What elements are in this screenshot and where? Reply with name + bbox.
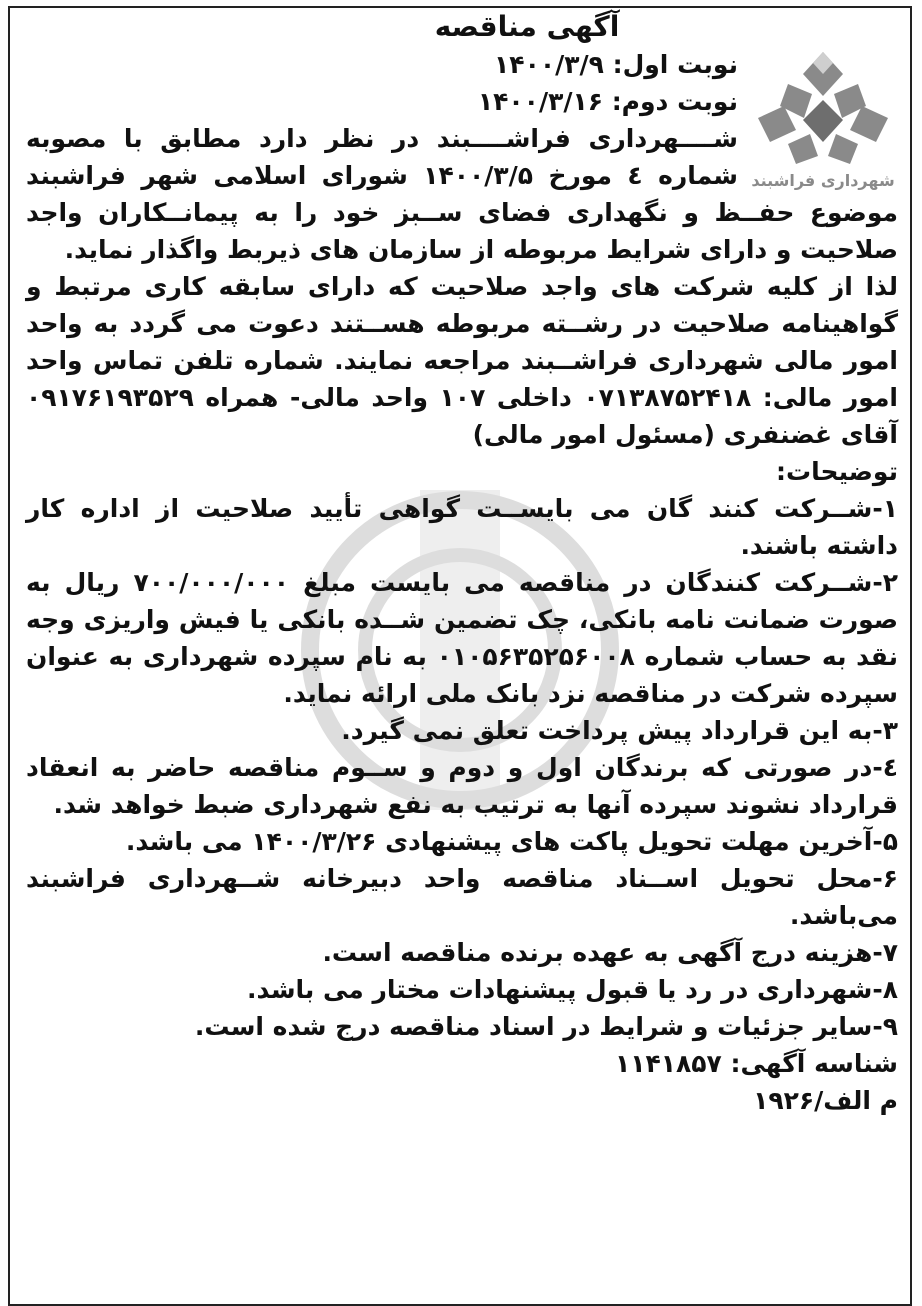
municipality-logo-icon — [748, 46, 898, 196]
logo-caption: شهرداری فراشبند — [751, 171, 895, 190]
note-item: ۹-سایر جزئیات و شرایط در اسناد مناقصه درج شده است. — [194, 1012, 898, 1041]
note-item: ۱-شــرکت کنند گان می بایســت گواهی تأیید صلاحیت از اداره کار داشته باشند. — [26, 494, 898, 560]
page-title: آگهی مناقصه — [434, 10, 620, 43]
footer-reference: م الف/۱۹۲۶ — [753, 1086, 898, 1115]
tender-notice — [26, 8, 898, 1119]
intro-line-2: شماره ٤ مورخ ۱۴۰۰/۳/۵ شورای اسلامی شهر فراشبند — [26, 161, 738, 190]
ad-id: شناسه آگهی: ۱۱۴۱۸۵۷ — [614, 1049, 898, 1078]
note-item: ٤-در صورتی که برندگان اول و دوم و ســوم مناقصه حاضر به انعقاد قرارداد نشوند سپرده آنها به ترتیب به نفع شهرداری ضبط خواهد شد. — [26, 753, 898, 819]
header-block — [26, 46, 898, 194]
note-item: ۶-محل تحویل اســناد مناقصه واحد دبیرخانه شــهرداری فراشبند می‌باشد. — [26, 864, 898, 930]
note-item: ۷-هزینه درج آگهی به عهده برنده مناقصه است. — [322, 938, 898, 967]
intro-paragraph: موضوع حفــظ و نگهداری فضای ســبز خود را به پیمانــکاران واجد صلاحیت و دارای شرایط مربوطه از سازمان های ذیربط واگذار نماید. — [26, 198, 898, 264]
note-item: ۵-آخرین مهلت تحویل پاکت های پیشنهادی ۱۴۰۰/۳/۲۶ می باشد. — [125, 827, 898, 856]
note-item: ۸-شهرداری در رد یا قبول پیشنهادات مختار می باشد. — [247, 975, 898, 1004]
first-round: نوبت اول: ۱۴۰۰/۳/۹ — [494, 50, 738, 79]
invitation-paragraph: لذا از کلیه شرکت های واجد صلاحیت که دارای سابقه کاری مرتبط و گواهینامه صلاحیت در رشــته مربوطه هســتند دعوت می گردد به واحد امور مالی شهرداری فراشــبند مراجعه نمایند. شماره تلفن تماس واحد امور مالی: ۰۷۱۳۸۷۵۲۴۱۸ داخلی ۱۰۷ واحد مالی- همراه ۰۹۱۷۶۱۹۳۵۲۹ آقای غضنفری (مسئول امور مالی) — [26, 272, 898, 449]
note-item: ۳-به این قرارداد پیش پرداخت تعلق نمی گیرد. — [341, 716, 898, 745]
notes-heading: توضیحات: — [776, 457, 898, 486]
second-round: نوبت دوم: ۱۴۰۰/۳/۱۶ — [477, 87, 738, 116]
note-item: ۲-شــرکت کنندگان در مناقصه می بایست مبلغ ۷۰۰/۰۰۰/۰۰۰ ریال به صورت ضمانت نامه بانکی، چک تضمین شــده بانکی یا فیش واریزی وجه نقد به حساب شماره ۰۱۰۵۶۳۵۲۵۶۰۰۸ به نام سپرده شهرداری به عنوان سپرده شرکت در مناقصه نزد بانک ملی ارائه نماید. — [26, 568, 898, 708]
intro-line-1: شــــهرداری فراشــــبند در نظر دارد مطابق با مصوبه — [26, 124, 738, 153]
